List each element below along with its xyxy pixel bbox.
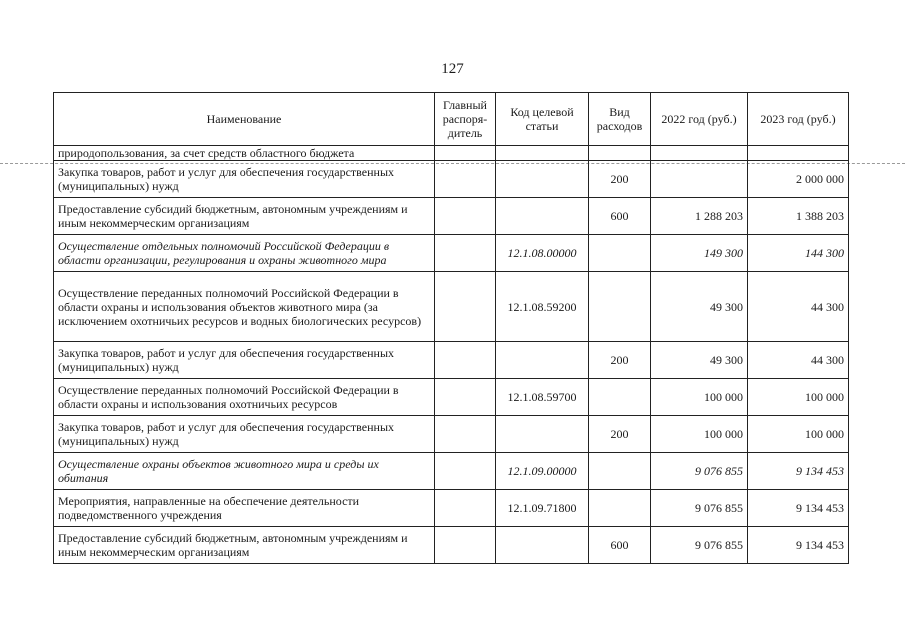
cell-admin: [435, 527, 496, 564]
cell-vid: [589, 272, 651, 342]
cell-code: [496, 146, 589, 161]
cell-2022: 100 000: [651, 379, 748, 416]
table-row: [54, 416, 849, 453]
table-row: [54, 527, 849, 564]
cell-admin: [435, 272, 496, 342]
cell-code: [496, 161, 589, 198]
cell-code: [496, 416, 589, 453]
cell-vid: 600: [589, 198, 651, 235]
cell-2023: 9 134 453: [748, 527, 849, 564]
cell-vid: 600: [589, 527, 651, 564]
cell-code: [496, 527, 589, 564]
cell-admin: [435, 342, 496, 379]
cell-admin: [435, 453, 496, 490]
cell-admin: [435, 235, 496, 272]
cell-2022: 9 076 855: [651, 527, 748, 564]
page-number: 127: [441, 61, 464, 77]
table-row: [54, 146, 849, 161]
cell-code: 12.1.08.59700: [496, 379, 589, 416]
cell-admin: [435, 490, 496, 527]
cell-code: [496, 342, 589, 379]
table-row: [54, 272, 849, 342]
cell-code: 12.1.08.00000: [496, 235, 589, 272]
table-row: [54, 453, 849, 490]
cell-vid: [589, 235, 651, 272]
table-row: [54, 490, 849, 527]
cell-name: Закупка товаров, работ и услуг для обеспечения государственных (муниципальных) нужд: [54, 342, 435, 379]
cell-vid: 200: [589, 342, 651, 379]
cell-2023: 44 300: [748, 272, 849, 342]
cell-name: природопользования, за счет средств областного бюджета: [54, 146, 435, 161]
header-name: Наименование: [54, 93, 435, 146]
header-code: Код целевой статьи: [496, 93, 589, 146]
cell-code: [496, 198, 589, 235]
cell-2022: [651, 146, 748, 161]
cell-name: Осуществление охраны объектов животного мира и среды их обитания: [54, 453, 435, 490]
cell-code: 12.1.09.71800: [496, 490, 589, 527]
cell-name: Мероприятия, направленные на обеспечение деятельности подведомственного учреждения: [54, 490, 435, 527]
cell-vid: [589, 453, 651, 490]
cell-2023: 144 300: [748, 235, 849, 272]
header-vid: Вид расходов: [589, 93, 651, 146]
cell-name: Осуществление переданных полномочий Российской Федерации в области охраны и использования объектов животного мира (за исключением охотничьих ресурсов и водных биологических ресурсов): [54, 272, 435, 342]
cell-name: Предоставление субсидий бюджетным, автономным учреждениям и иным некоммерческим организациям: [54, 198, 435, 235]
table-row: [54, 342, 849, 379]
cell-admin: [435, 161, 496, 198]
cell-code: 12.1.09.00000: [496, 453, 589, 490]
cell-2023: [748, 146, 849, 161]
table-body: [54, 146, 849, 564]
table-row: [54, 235, 849, 272]
cell-admin: [435, 146, 496, 161]
table-row: [54, 198, 849, 235]
cell-2022: 149 300: [651, 235, 748, 272]
cell-2022: [651, 161, 748, 198]
cell-2023: 2 000 000: [748, 161, 849, 198]
cell-2023: 44 300: [748, 342, 849, 379]
cell-admin: [435, 416, 496, 453]
cell-vid: [589, 379, 651, 416]
header-2023: 2023 год (руб.): [748, 93, 849, 146]
cell-2022: 49 300: [651, 342, 748, 379]
cell-2022: 9 076 855: [651, 453, 748, 490]
cell-name: Закупка товаров, работ и услуг для обеспечения государственных (муниципальных) нужд: [54, 416, 435, 453]
cell-name: Закупка товаров, работ и услуг для обеспечения государственных (муниципальных) нужд: [54, 161, 435, 198]
cell-vid: [589, 490, 651, 527]
cell-name: Осуществление отдельных полномочий Российской Федерации в области организации, регулирования и охраны животного мира: [54, 235, 435, 272]
header-2022: 2022 год (руб.): [651, 93, 748, 146]
table-row: [54, 379, 849, 416]
cell-2022: 1 288 203: [651, 198, 748, 235]
cell-2022: 100 000: [651, 416, 748, 453]
cell-admin: [435, 198, 496, 235]
cell-2023: 1 388 203: [748, 198, 849, 235]
cell-2023: 9 134 453: [748, 490, 849, 527]
table-header-row: [54, 93, 849, 146]
header-admin: Главный распоря-дитель: [435, 93, 496, 146]
cell-2023: 9 134 453: [748, 453, 849, 490]
cell-vid: 200: [589, 416, 651, 453]
cell-name: Осуществление переданных полномочий Российской Федерации в области охраны и использования охотничьих ресурсов: [54, 379, 435, 416]
cell-code: 12.1.08.59200: [496, 272, 589, 342]
budget-table: [53, 92, 849, 564]
cell-name: Предоставление субсидий бюджетным, автономным учреждениям и иным некоммерческим организациям: [54, 527, 435, 564]
table-row: [54, 161, 849, 198]
cell-2023: 100 000: [748, 379, 849, 416]
cell-vid: [589, 146, 651, 161]
cell-2022: 49 300: [651, 272, 748, 342]
cell-vid: 200: [589, 161, 651, 198]
cell-2022: 9 076 855: [651, 490, 748, 527]
cell-2023: 100 000: [748, 416, 849, 453]
cell-admin: [435, 379, 496, 416]
